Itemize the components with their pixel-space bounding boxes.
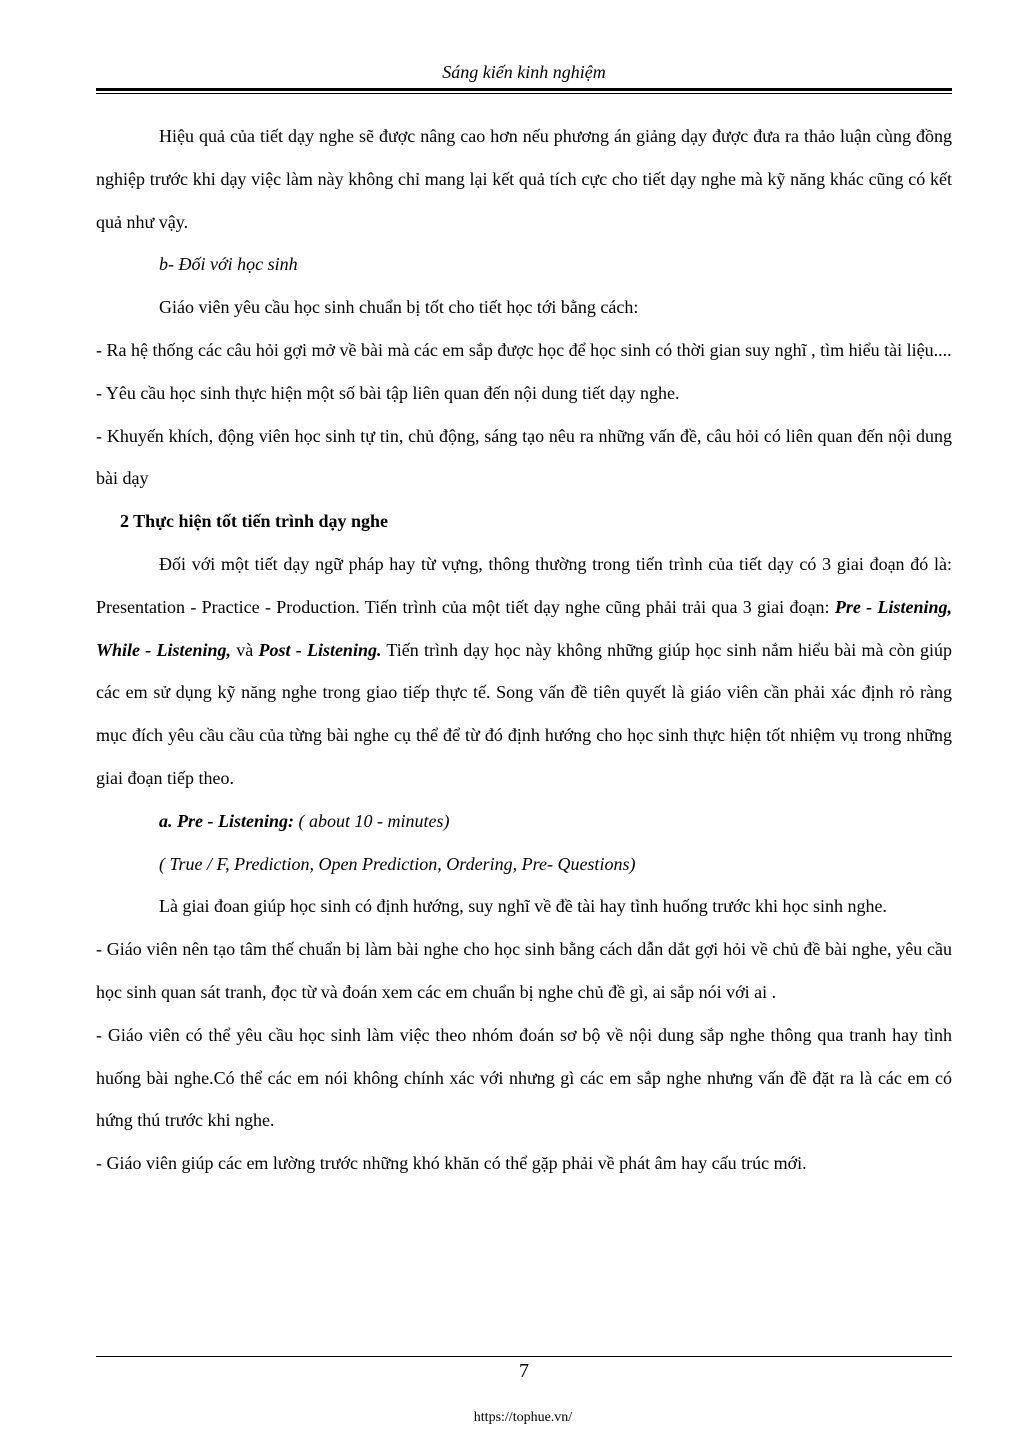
list-item-questions: - Ra hệ thống các câu hỏi gợi mở về bài mà các em sắp được học để học sinh có thời gian suy nghĩ , tìm hiểu tài liệu....	[96, 339, 952, 360]
footer-divider	[96, 1356, 952, 1357]
header-divider-thick	[96, 88, 952, 91]
document-body	[96, 115, 952, 1185]
stage-pre-while-listening: Pre - Listening, While - Listening,	[96, 596, 953, 660]
stage-post-listening: Post - Listening.	[258, 639, 382, 660]
paragraph-listening-stages	[96, 543, 952, 800]
page-number: 7	[519, 1360, 529, 1382]
pre-listening-activities-text: ( True / F, Prediction, Open Prediction, Ordering, Pre- Questions)	[159, 853, 636, 874]
pre-listening-duration: ( about 10 - minutes)	[294, 810, 450, 831]
stages-and-text: và	[231, 639, 259, 660]
subheading-pre-listening	[96, 800, 952, 843]
section-heading-listening-process-text: 2 Thực hiện tốt tiến trình dạy nghe	[120, 511, 389, 532]
list-item-group-prediction: - Giáo viên có thể yêu cầu học sinh làm việc theo nhóm đoán sơ bộ về nội dung sắp nghe thông qua tranh hay tình huống bài nghe.Có thể các em nói không chính xác với nhưng gì các em sắp nghe nhưng vấn đề đặt ra là các em có hứng thú trước khi nghe.	[96, 1024, 952, 1131]
section-heading-students	[96, 243, 952, 286]
list-item-anticipate-difficulties: - Giáo viên giúp các em lường trước những khó khăn có thể gặp phải về phát âm hay cấu trúc mới.	[96, 1153, 807, 1174]
paragraph-student-preparation: Giáo viên yêu cầu học sinh chuẩn bị tốt cho tiết học tới bằng cách:	[159, 297, 639, 318]
paragraph-effectiveness: Hiệu quả của tiết dạy nghe sẽ được nâng cao hơn nếu phương án giảng dạy được đưa ra thảo luận cùng đồng nghiệp trước khi dạy việc làm này không chỉ mang lại kết quả tích cực cho tiết dạy nghe mà kỹ năng khác cũng có kết quả như vậy.	[96, 126, 952, 232]
section-heading-students-text: b- Đối với học sinh	[159, 254, 298, 275]
stages-intro-text: Đối với một tiết dạy ngữ pháp hay từ vựng, thông thường trong tiến trình của tiết dạy có 3 giai đoạn đó là: Presentation - Practice - Production. Tiến trình của một tiết dạy nghe cũng phải trải qua 3 giai đoạn:	[96, 553, 952, 617]
footer-url: https://tophue.vn/	[473, 1410, 573, 1425]
pre-listening-activities	[96, 843, 952, 886]
section-heading-listening-process	[96, 500, 952, 543]
page-header-title: Sáng kiến kinh nghiệm	[442, 62, 606, 82]
paragraph-pre-listening-definition: Là giai đoan giúp học sinh có định hướng, suy nghĩ về đề tài hay tình huống trước khi học sinh nghe.	[159, 896, 887, 917]
header-divider-thin	[96, 93, 952, 94]
list-item-exercises: - Yêu cầu học sinh thực hiện một số bài tập liên quan đến nội dung tiết dạy nghe.	[96, 382, 680, 403]
pre-listening-label: a. Pre - Listening:	[159, 810, 294, 831]
list-item-prepare-mindset: - Giáo viên nên tạo tâm thế chuẩn bị làm bài nghe cho học sinh bằng cách dẫn dắt gợi hỏi về chủ đề bài nghe, yêu cầu học sinh quan sát tranh, đọc từ và đoán xem các em chuẩn bị nghe chủ đề gì, ai sắp nói với ai .	[96, 939, 952, 1002]
list-item-encouragement: - Khuyến khích, động viên học sinh tự tin, chủ động, sáng tạo nêu ra những vấn đề, câu hỏi có liên quan đến nội dung bài dạy	[96, 425, 952, 489]
stages-rest-text: Tiến trình dạy học này không những giúp học sinh nắm hiểu bài mà còn giúp các em sử dụng kỹ năng nghe trong giao tiếp thực tế. Song vấn đề tiên quyết là giáo viên cần phải xác định rỏ ràng mục đích yêu cầu cầu của từng bài nghe cụ thể để từ đó định hướng cho học sinh thực hiện tốt nhiệm vụ trong những giai đoạn tiếp theo.	[96, 639, 952, 788]
